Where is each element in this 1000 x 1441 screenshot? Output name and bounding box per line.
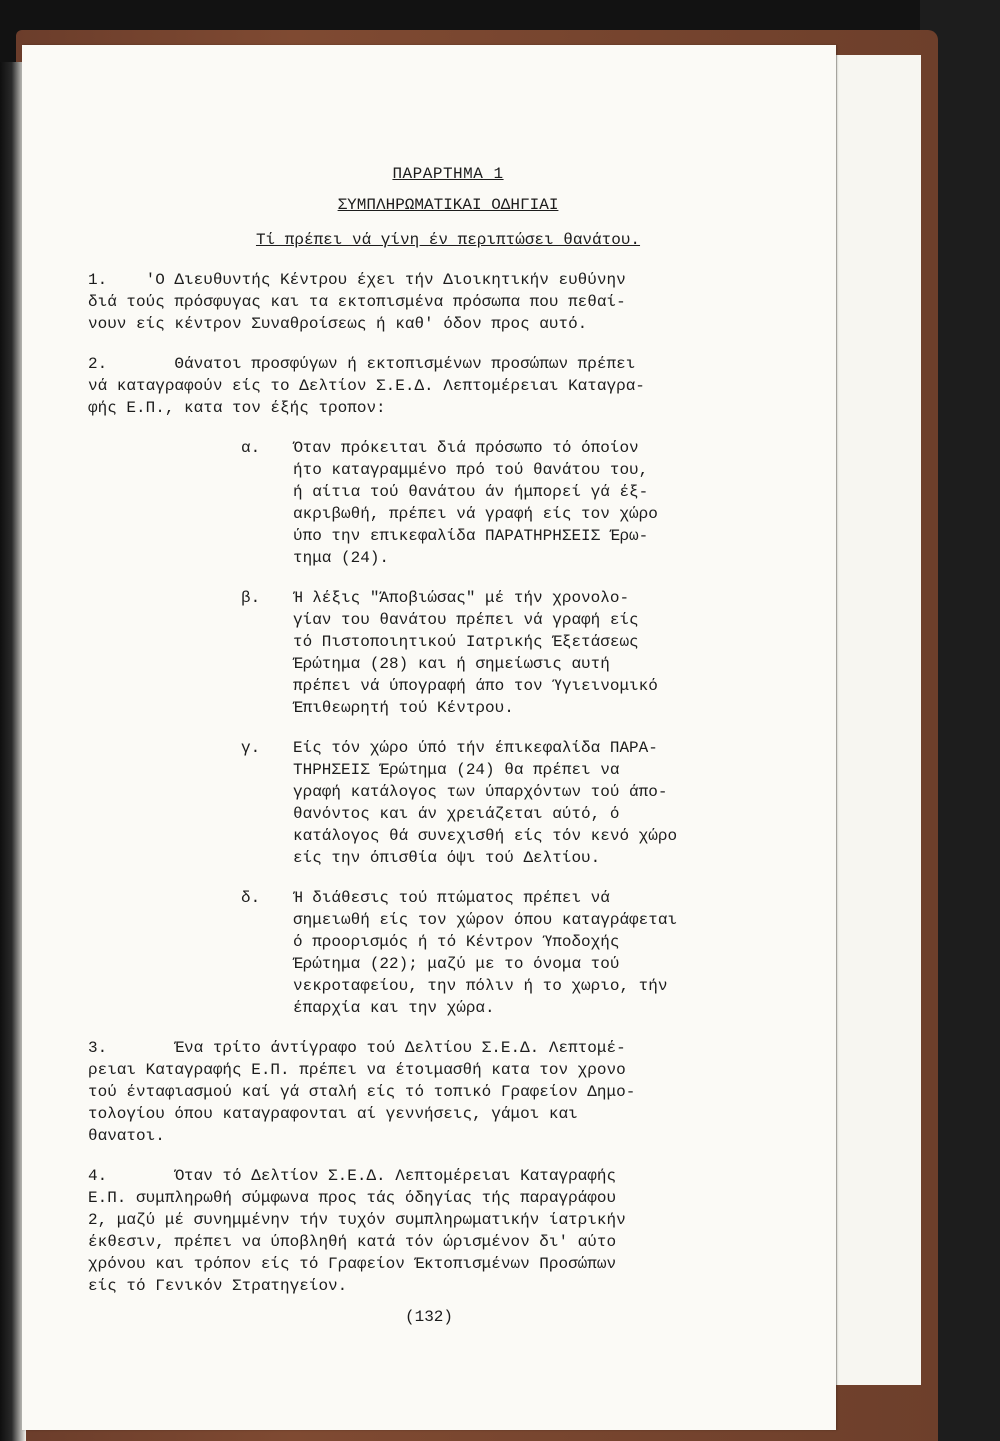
subitem-d	[241, 887, 801, 1019]
subitem-label: δ.	[241, 889, 261, 907]
paragraph-1	[88, 269, 808, 335]
paragraph-text: 2. Θάνατοι προσφύγων ή εκτοπισμένων προσώπων πρέπει νά καταγραφούν είς το Δελτίον Σ.Ε.Δ. Λεπτομέρειαι Καταγρα- φής Ε.Π., κατα τον έξής τροπον:	[88, 355, 645, 417]
document-page	[22, 45, 836, 1430]
subitem-text: Ή λέξις "Άποβιώσας" μέ τήν χρονολο- γίαν του θανάτου πρέπει νά γραφή είς τό Πιστοποιητικού Ιατρικής Έξετάσεως Έρώτημα (28) και ή σημείωσις αυτή πρέπει νά ύπογραφή άπο τον Ύγιεινομικό Έπιθεωρητή τού Κέντρου.	[293, 589, 658, 717]
subitem-text: Όταν πρόκειται διά πρόσωπο τό όποίον ήτο καταγραμμένο πρό τού θανάτου του, ή αίτια τού θανάτου άν ήμπορεί γά έξ- ακριβωθή, πρέπει νά γραφή είς τον χώρο ύπο την επικεφαλίδα ΠΑΡΑΤΗΡΗΣΕΙΣ Έρω- τημα (24).	[293, 439, 658, 567]
subitem-label: α.	[241, 439, 261, 457]
subitem-list	[241, 437, 801, 1019]
page-content	[88, 163, 808, 1315]
subitem-text: Ή διάθεσις τού πτώματος πρέπει νά σημειωθή είς τον χώρον όπου καταγράφεται ό προορισμός ή τό Κέντρον Ύποδοχής Έρώτημα (22); μαζύ με το όνομα τού νεκροταφείου, την πόλιν ή το χωριο, τήν έπαρχία και την χώρα.	[293, 889, 678, 1017]
paragraph-text: 1. 'Ο Διευθυντής Κέντρου έχει τήν Διοικητικήν ευθύνην διά τούς πρόσφυγας και τα εκτοπισμένα πρόσωπα που πεθαί- νουν είς κέντρον Συναθροίσεως ή καθ' όδον προς αυτό.	[88, 271, 626, 333]
paragraph-2	[88, 353, 808, 419]
subitem-label: γ.	[241, 739, 261, 757]
paragraph-text: 4. Όταν τό Δελτίον Σ.Ε.Δ. Λεπτομέρειαι Καταγραφής Ε.Π. συμπληρωθή σύμφωνα προς τάς όδηγίας τής παραγράφου 2, μαζύ μέ συνημμένην τήν τυχόν συμπληρωματικήν ίατρικήν έκθεσιν, πρέπει να ύποβληθή κατά τόν ώρισμένον δι' αύτο χρόνου και τρόπον είς τό Γραφείον Έκτοπισμένων Προσώπων είς τό Γενικόν Στρατηγείον.	[88, 1167, 626, 1295]
subitem-c	[241, 737, 801, 869]
page-number: (132)	[404, 1308, 453, 1326]
subitem-text: Είς τόν χώρο ύπό τήν έπικεφαλίδα ΠΑΡΑ- ΤΗΡΗΣΕΙΣ Έρώτημα (24) θα πρέπει να γραφή κατάλογος των ύπαρχόντων τού άπο- θανόντος και άν χρειάζεται αύτό, ό κατάλογος θά συνεχισθή είς τόν κενό χώρο είς την όπισθία όψι τού Δελτίου.	[293, 739, 678, 867]
subitem-a	[241, 437, 801, 569]
document-title: ΠΑΡΑΡΤΗΜΑ 1	[392, 165, 504, 183]
back-page	[836, 55, 921, 1385]
document-subtitle: ΣΥΜΠΛΗΡΩΜΑΤΙΚΑΙ ΟΔΗΓΙΑΙ	[337, 196, 559, 214]
subitem-b	[241, 587, 801, 719]
section-heading: Τί πρέπει νά γίνη έν περιπτώσει θανάτου.	[255, 231, 641, 249]
paragraph-3	[88, 1037, 808, 1147]
paragraph-4	[88, 1165, 808, 1297]
subitem-label: β.	[241, 589, 261, 607]
paragraph-text: 3. Ένα τρίτο άντίγραφο τού Δελτίου Σ.Ε.Δ. Λεπτομέ- ρειαι Καταγραφής Ε.Π. πρέπει να έτοιμασθή κατα τον χρονο τού ένταφιασμού καί γά σταλή είς τό τοπικό Γραφείον Δημο- τολογίου όπου καταγραφονται αί γεννήσεις, γάμοι και θανατοι.	[88, 1039, 636, 1145]
